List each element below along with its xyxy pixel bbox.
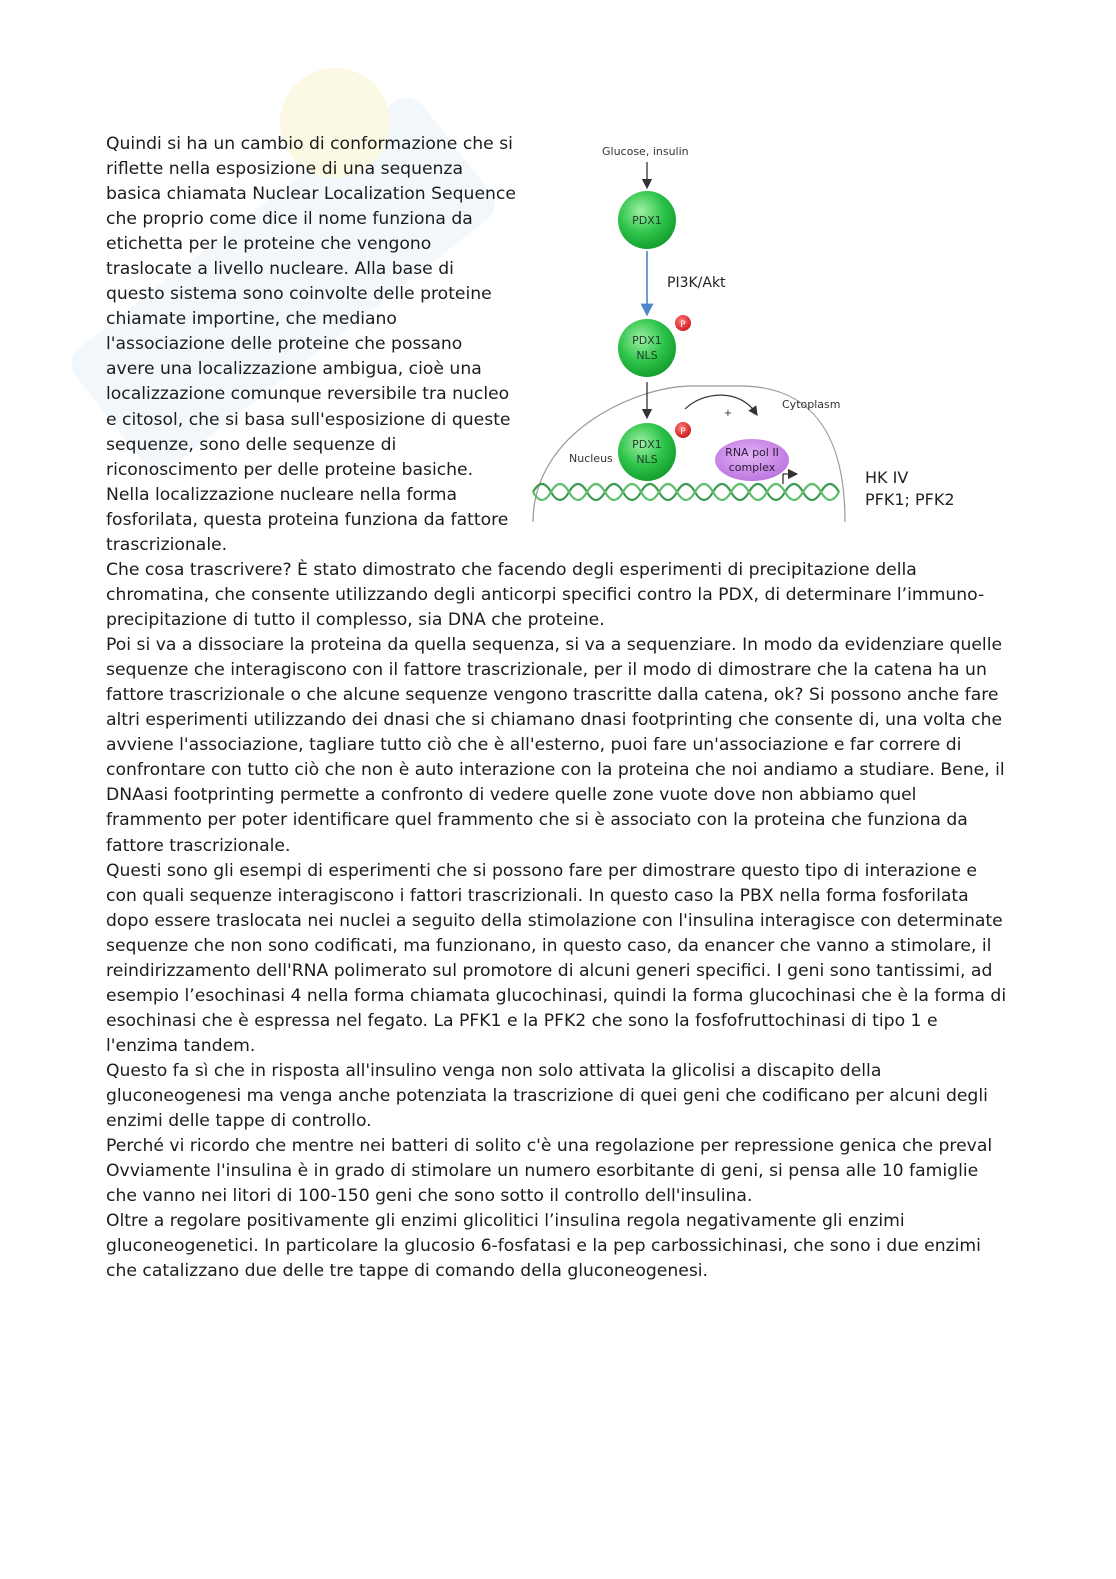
paragraph-insulin-genes: Perché vi ricordo che mentre nei batteri di solito c'è una regolazione per repressione genica che preval Ovviamente l'insulina è in grado di stimolare un numero esorbitante di geni, si pensa alle 10 famiglie che vanno nei litori di 100-150 geni che sono sotto il controllo dell'insulina. <box>106 1136 993 1207</box>
paragraph-glycolysis: Questo fa sì che in risposta all'insulino venga non solo attivata la glicolisi a discapito della gluconeogenesi ma venga anche potenziata la trascrizione di quei geni che codificano per alcuni degli enzimi delle tappe di controllo. <box>106 1060 988 1132</box>
pdx1-nls-node-nucleus <box>618 423 676 481</box>
transcription-start-arrow <box>783 474 793 484</box>
pdx1-nls-node-cytoplasm <box>618 319 676 377</box>
pdx1-signaling-figure <box>525 132 995 542</box>
pi3k-akt-label: PI3K/Akt <box>667 275 726 291</box>
dna-strand-1 <box>533 484 839 500</box>
pdx1-label-top: PDX1 <box>632 214 662 227</box>
rna-pol-label-1: RNA pol II <box>725 446 779 459</box>
intro-paragraph: Quindi si ha un cambio di conformazione che si riflette nella esposizione di una sequenza basica chiamata Nuclear Localization Sequence che proprio come dice il nome funziona da etichetta per le proteine che vengono traslocate a livello nucleare. Alla base di questo sistema sono coinvolte delle proteine chiamate importine, che mediano l'associazione delle proteine che possano avere una localizzazione ambigua, cioè una localizzazione comunque reversibile tra nucleo e citosol, che si basa sull'esposizione di queste sequenze, sono delle sequenze di riconoscimento per delle proteine basiche. Nella localizzazione nucleare nella forma fosforilata, questa proteina funziona da fattore trascrizionale. <box>106 134 516 555</box>
intro-text-block <box>106 132 516 558</box>
rna-pol-label-2: complex <box>728 461 776 474</box>
activation-arrow <box>685 395 755 412</box>
phospho-label-bottom: P <box>680 427 686 437</box>
cytoplasm-label: Cytoplasm <box>782 398 841 411</box>
paragraph-examples: Questi sono gli esempi di esperimenti che si possono fare per dimostrare questo tipo di interazione e con quali sequenze interagiscono i fattori trascrizionali. In questo caso la PBX nella forma fosforilata dopo essere traslocata nei nuclei a seguito della stimolazione con l'insulina interagisce con determinate sequenze che non sono codificati, ma funzionano, in questo caso, da enancer che vanno a stimolare, il reindirizzamento dell'RNA polimerato sul promotore di alcuni generi specifici. I geni sono tantissimi, ad esempio l’esochinasi 4 nella forma chiamata glucochinasi, quindi la forma glucochinasi che è la forma di esochinasi che è espressa nel fegato. La PFK1 e la PFK2 che sono la fosfofruttochinasi di tipo 1 e l'enzima tandem. <box>106 860 1007 1056</box>
nls-label-bottom: NLS <box>636 453 658 466</box>
gene-label-hkiv: HK IV <box>865 468 909 487</box>
dna-strand-2 <box>533 484 839 500</box>
nls-label-middle: NLS <box>636 349 658 362</box>
activation-plus: + <box>723 408 733 419</box>
nucleus-label: Nucleus <box>569 452 613 465</box>
paragraph-gluconeogenesis: Oltre a regolare positivamente gli enzimi glicolitici l’insulina regola negativamente gli enzimi gluconeogenetici. In particolare la glucosio 6-fosfatasi e la pep carbossichinasi, che sono i due enzimi che catalizzano due delle tre tappe di comando della gluconeogenesi. <box>106 1211 981 1282</box>
glucose-insulin-label: Glucose, insulin <box>602 145 689 158</box>
paragraph-footprinting: Poi si va a dissociare la proteina da quella sequenza, si va a sequenziare. In modo da evidenziare quelle sequenze che interagiscono con il fattore trascrizionale, per il modo di dimostrare che la catena ha un fattore trascrizionale o che alcune sequenze vengono trascritte dalla catena, ok? Si possono anche fare altri esperimenti utilizzando dei dnasi che si chiamano dnasi footprinting che consente di, una volta che avviene l'associazione, tagliare tutto ciò che è all'esterno, puoi fare un'associazione e far correre di confrontare con tutto ciò che non è auto interazione con la proteina che noi andiamo a studiare. Bene, il DNAasi footprinting permette a confronto di vedere quelle zone vuote dove non abbiamo quel frammento per poter identificare quel frammento che si è associato con la proteina che funziona da fattore trascrizionale. <box>106 635 1005 856</box>
phospho-label-middle: P <box>680 320 686 330</box>
pdx1-label-middle: PDX1 <box>632 334 662 347</box>
paragraph-chip: Che cosa trascrivere? È stato dimostrato che facendo degli esperimenti di precipitazione della chromatina, che consente utilizzando degli anticorpi specifici contro la PDX, di determinare l’immuno-precipitazione di tutto il complesso, sia DNA che proteine. <box>106 560 985 631</box>
gene-label-pfk: PFK1; PFK2 <box>865 490 955 509</box>
pdx1-label-bottom: PDX1 <box>632 438 662 451</box>
body-text-block <box>106 558 1011 1284</box>
